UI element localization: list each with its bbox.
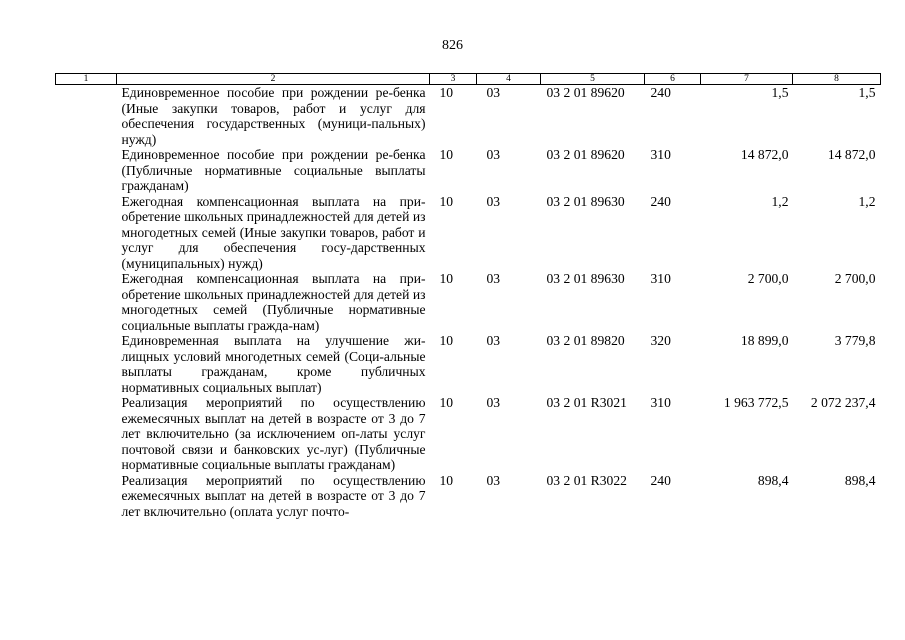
row-expense-type: 310 bbox=[650, 271, 671, 286]
row-section: 10 bbox=[439, 85, 454, 100]
column-header: 4 bbox=[477, 74, 541, 85]
row-empty-cell bbox=[56, 85, 117, 148]
row-subsection: 03 bbox=[486, 85, 501, 100]
row-expense-type: 310 bbox=[650, 395, 671, 410]
row-target-article: 03 2 01 R3021 bbox=[546, 395, 627, 410]
row-amount-7: 1 963 772,5 bbox=[723, 395, 789, 410]
row-empty-cell bbox=[56, 271, 117, 333]
row-expense-type: 240 bbox=[650, 472, 671, 488]
column-header: 1 bbox=[56, 74, 117, 85]
column-header: 7 bbox=[701, 74, 793, 85]
row-amount-8: 3 779,8 bbox=[834, 333, 876, 348]
row-empty-cell bbox=[56, 194, 117, 272]
page-number: 826 bbox=[442, 38, 463, 53]
row-target-article: 03 2 01 89620 bbox=[546, 147, 625, 162]
column-header: 8 bbox=[793, 74, 881, 85]
budget-table bbox=[55, 73, 881, 519]
row-target-article: 03 2 01 89820 bbox=[546, 333, 625, 348]
row-subsection: 03 bbox=[486, 147, 501, 162]
table-row bbox=[56, 194, 881, 272]
row-section: 10 bbox=[439, 147, 454, 162]
table-row bbox=[56, 333, 881, 395]
row-target-article: 03 2 01 89630 bbox=[546, 193, 625, 209]
row-empty-cell bbox=[56, 395, 117, 473]
row-expense-type: 240 bbox=[650, 85, 671, 100]
row-section: 10 bbox=[439, 472, 454, 488]
row-name: Единовременное пособие при рождении ре-бенка (Иные закупки товаров, работ и услуг для обеспечения государственных (муници-пальных) нужд) bbox=[121, 85, 426, 147]
row-subsection: 03 bbox=[486, 193, 501, 209]
row-expense-type: 320 bbox=[650, 333, 671, 348]
column-header: 5 bbox=[541, 74, 645, 85]
row-amount-7: 2 700,0 bbox=[747, 271, 789, 286]
table-row bbox=[56, 473, 881, 520]
table-row bbox=[56, 395, 881, 473]
row-target-article: 03 2 01 89620 bbox=[546, 85, 625, 100]
row-amount-8: 2 700,0 bbox=[834, 271, 876, 286]
row-expense-type: 310 bbox=[650, 147, 671, 162]
row-amount-8: 2 072 237,4 bbox=[810, 395, 876, 410]
row-subsection: 03 bbox=[486, 271, 501, 286]
row-section: 10 bbox=[439, 271, 454, 286]
row-amount-8: 1,5 bbox=[858, 85, 876, 100]
table-row bbox=[56, 147, 881, 194]
row-name: Ежегодная компенсационная выплата на при-обретение школьных принадлежностей для детей из многодетных семей (Иные закупки товаров, работ и услуг для обеспечения госу-дарственных (муниципальных) нужд) bbox=[121, 193, 426, 271]
table-row bbox=[56, 271, 881, 333]
row-section: 10 bbox=[439, 395, 454, 410]
row-amount-8: 14 872,0 bbox=[827, 147, 876, 162]
row-amount-7: 14 872,0 bbox=[740, 147, 789, 162]
row-amount-7: 1,5 bbox=[771, 85, 789, 100]
row-name: Единовременная выплата на улучшение жи-лищных условий многодетных семей (Соци-альные выплаты гражданам, кроме публичных нормативных социальных выплат) bbox=[121, 333, 426, 395]
row-name: Ежегодная компенсационная выплата на при-обретение школьных принадлежностей для детей из многодетных семей (Публичные нормативные социальные выплаты гражда-нам) bbox=[121, 271, 426, 333]
row-amount-7: 18 899,0 bbox=[740, 333, 789, 348]
row-name: Реализация мероприятий по осуществлению ежемесячных выплат на детей в возрасте от 3 до 7 лет включительно (за исключением оп-латы услуг почтовой связи и банковских ус-луг) (Публичные нормативные социальные выплаты гражданам) bbox=[121, 395, 426, 472]
column-header: 6 bbox=[645, 74, 701, 85]
row-subsection: 03 bbox=[486, 333, 501, 348]
row-empty-cell bbox=[56, 147, 117, 194]
column-header: 3 bbox=[430, 74, 477, 85]
column-number-row bbox=[56, 74, 881, 85]
row-amount-8: 1,2 bbox=[858, 193, 876, 209]
row-name: Единовременное пособие при рождении ре-бенка (Публичные нормативные социальные выплаты гражданам) bbox=[121, 147, 426, 193]
row-amount-8: 898,4 bbox=[844, 472, 876, 488]
row-section: 10 bbox=[439, 333, 454, 348]
row-subsection: 03 bbox=[486, 472, 501, 488]
column-header: 2 bbox=[117, 74, 430, 85]
row-target-article: 03 2 01 89630 bbox=[546, 271, 625, 286]
row-section: 10 bbox=[439, 193, 454, 209]
row-empty-cell bbox=[56, 473, 117, 520]
row-empty-cell bbox=[56, 333, 117, 395]
row-target-article: 03 2 01 R3022 bbox=[546, 472, 627, 488]
row-amount-7: 898,4 bbox=[757, 472, 789, 488]
row-expense-type: 240 bbox=[650, 193, 671, 209]
row-subsection: 03 bbox=[486, 395, 501, 410]
row-amount-7: 1,2 bbox=[771, 193, 789, 209]
row-name: Реализация мероприятий по осуществлению ежемесячных выплат на детей в возрасте от 3 до 7 лет включительно (оплата услуг почто- bbox=[121, 472, 426, 519]
table-row bbox=[56, 85, 881, 148]
